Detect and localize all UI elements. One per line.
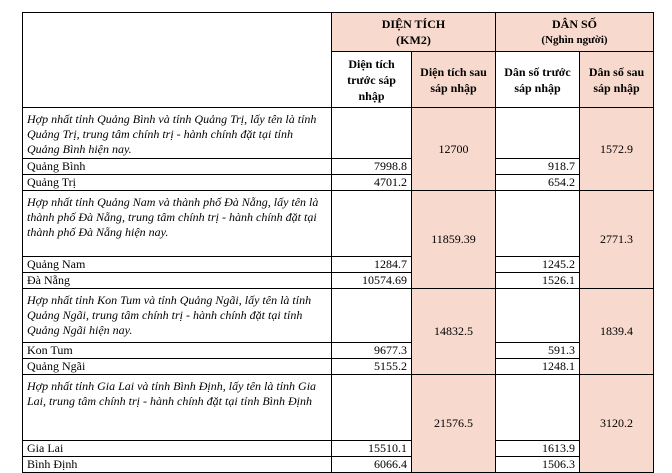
- merger-table-sheet: [22, 12, 654, 473]
- area-before-value: 15510.1: [332, 441, 412, 457]
- group-description: Hợp nhất tỉnh Gia Lai và tỉnh Bình Định, lấy tên là tỉnh Gia Lai, trung tâm chính trị - hành chính đặt tại tỉnh Bình Định: [23, 375, 332, 441]
- area-before-value: 7998.8: [332, 159, 412, 175]
- province-name: Quảng Trị: [23, 175, 332, 191]
- area-before-value: 9677.3: [332, 343, 412, 359]
- group-row: [23, 289, 654, 343]
- group-description: Hợp nhất tỉnh Kon Tum và tỉnh Quảng Ngãi, lấy tên là tỉnh Quảng Ngãi, trung tâm chính trị - hành chính đặt tại tỉnh Quảng Ngãi hiện nay.: [23, 289, 332, 343]
- pop-after-value: 3120.2: [580, 375, 654, 473]
- province-name: Quảng Bình: [23, 159, 332, 175]
- table-row: [23, 343, 654, 359]
- area-group-header: [332, 13, 496, 52]
- table-row: [23, 159, 654, 175]
- group-row: [23, 375, 654, 441]
- pop-before-header: Dân số trước sáp nhập: [496, 52, 580, 108]
- table-row: [23, 175, 654, 191]
- empty-cell: [496, 108, 580, 159]
- pop-after-header: Dân số sau sáp nhập: [580, 52, 654, 108]
- area-before-value: 6066.4: [332, 457, 412, 473]
- province-name: Quảng Nam: [23, 257, 332, 273]
- pop-before-value: 918.7: [496, 159, 580, 175]
- area-title: DIỆN TÍCH: [381, 17, 446, 31]
- province-name: Bình Định: [23, 457, 332, 473]
- province-name: Gia Lai: [23, 441, 332, 457]
- empty-cell: [496, 289, 580, 343]
- population-unit: (Nghìn người): [541, 34, 608, 46]
- area-before-value: 4701.2: [332, 175, 412, 191]
- pop-before-value: 591.3: [496, 343, 580, 359]
- group-row: [23, 191, 654, 257]
- table-row: [23, 457, 654, 473]
- group-description: Hợp nhất tỉnh Quảng Bình và tỉnh Quảng Trị, lấy tên là tỉnh Quảng Trị, trung tâm chính trị - hành chính đặt tại tỉnh Quảng Bình hiện nay.: [23, 108, 332, 159]
- area-before-value: 1284.7: [332, 257, 412, 273]
- group-description: Hợp nhất tỉnh Quảng Nam và thành phố Đà Nẵng, lấy tên là thành phố Đà Nẵng, trung tâm chính trị - hành chính đặt tại thành phố Đà Nẵng hiện nay.: [23, 191, 332, 257]
- table-row: [23, 257, 654, 273]
- table-row: [23, 441, 654, 457]
- area-after-header: Diện tích sau sáp nhập: [412, 52, 496, 108]
- province-name: Quảng Ngãi: [23, 359, 332, 375]
- pop-before-value: 1506.3: [496, 457, 580, 473]
- pop-before-value: 1245.2: [496, 257, 580, 273]
- pop-after-value: 2771.3: [580, 191, 654, 289]
- province-name: Kon Tum: [23, 343, 332, 359]
- header-blank-cell: [23, 13, 332, 108]
- area-before-value: 5155.2: [332, 359, 412, 375]
- empty-cell: [496, 191, 580, 257]
- empty-cell: [332, 108, 412, 159]
- pop-before-value: 654.2: [496, 175, 580, 191]
- pop-before-value: 1248.1: [496, 359, 580, 375]
- group-row: [23, 108, 654, 159]
- area-after-value: 21576.5: [412, 375, 496, 473]
- area-after-value: 11859.39: [412, 191, 496, 289]
- pop-before-value: 1613.9: [496, 441, 580, 457]
- pop-after-value: 1572.9: [580, 108, 654, 191]
- empty-cell: [332, 289, 412, 343]
- pop-before-value: 1526.1: [496, 273, 580, 289]
- table-row: [23, 359, 654, 375]
- pop-after-value: 1839.4: [580, 289, 654, 375]
- area-before-value: 10574.69: [332, 273, 412, 289]
- area-after-value: 14832.5: [412, 289, 496, 375]
- area-before-header: Diện tích trước sáp nhập: [332, 52, 412, 108]
- empty-cell: [332, 191, 412, 257]
- area-after-value: 12700: [412, 108, 496, 191]
- population-group-header: [496, 13, 654, 52]
- area-unit: (KM2): [396, 33, 431, 47]
- empty-cell: [332, 375, 412, 441]
- empty-cell: [496, 375, 580, 441]
- population-title: DÂN SỐ: [551, 17, 597, 31]
- table-row: [23, 273, 654, 289]
- merger-table: [22, 12, 654, 473]
- province-name: Đà Nẵng: [23, 273, 332, 289]
